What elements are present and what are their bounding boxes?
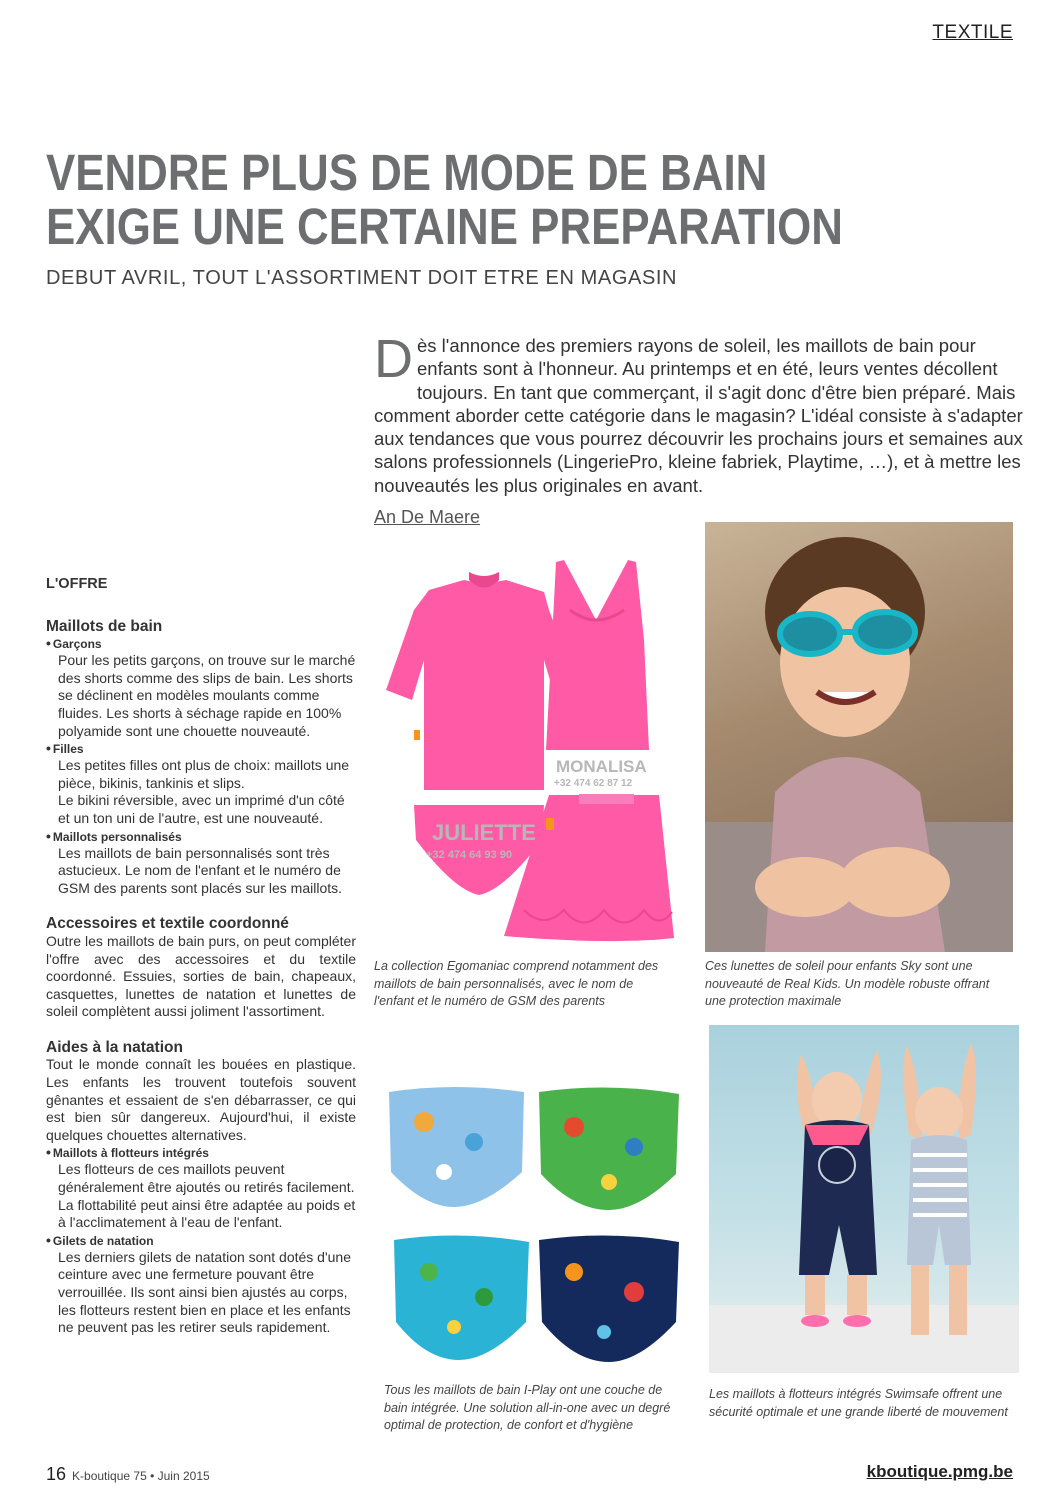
print-name-2: JULIETTE [432,820,536,845]
title-line-1: VENDRE PLUS DE MODE DE BAIN [46,144,768,201]
egomaniac-photo [374,550,690,950]
article-title [46,144,843,255]
website-link[interactable]: kboutique.pmg.be [866,1462,1013,1481]
vests-label: • Gilets de natation [46,1232,356,1249]
offer-heading: L'OFFRE [46,576,108,592]
article-subtitle: DEBUT AVRIL, TOUT L'ASSORTIMENT DOIT ETRE EN MAGASIN [46,267,678,289]
print-phone-2: +32 474 64 93 90 [426,849,512,861]
boys-text: Pour les petits garçons, on trouve sur le marché des shorts comme des slips de bain. Les shorts se déclinent en modèles moulants comme fluides. Les shorts à séchage rapide en 100% polyamide sont une chouette nouveauté. [58,652,356,739]
swimwear-heading: Maillots de bain [46,617,163,635]
iplay-photo [384,1082,684,1377]
iplay-caption: Tous les maillots de bain I-Play ont une couche de bain intégrée. Une solution all-in-one avec un degré optimal de protection, de confort et d'hygiène [384,1383,671,1432]
floats-text: Les flotteurs de ces maillots peuvent généralement être ajoutés ou retirés facilement. La flottabilité peut ainsi être adaptée au poids et à l'acclimatement à l'eau de l'enfant. [58,1161,356,1231]
swim-aids-heading: Aides à la natation [46,1038,183,1056]
offer-column [46,576,356,1337]
custom-label: • Maillots personnalisés [46,828,356,845]
publication-info: K-boutique 75 • Juin 2015 [72,1469,210,1483]
swim-aids-text: Tout le monde connaît les bouées en plastique. Les enfants les trouvent toutefois souvent gênantes et essaient de s'en débarrasser, ce qui est bien sûr dangereux. Aujourd'hui, il existe quelques chouettes alternatives. [46,1056,356,1143]
floats-label: • Maillots à flotteurs intégrés [46,1144,356,1161]
footer-publication [46,1464,210,1485]
print-name-1: MONALISA [556,757,647,776]
sunglasses-caption: Ces lunettes de soleil pour enfants Sky sont une nouveauté de Real Kids. Un modèle robuste offrant une protection maximale [705,959,990,1008]
girls-text-1: Les petites filles ont plus de choix: maillots une pièce, bikinis, tankinis et slips. [58,757,350,791]
sunglasses-photo [705,522,1013,952]
print-phone-1: +32 474 62 87 12 [554,778,633,789]
children-swimsafe-illustration [709,1025,1019,1373]
boys-label: • Garçons [46,635,356,652]
accessories-text: Outre les maillots de bain purs, on peut compléter l'offre avec des accessoires et du textile coordonné. Essuies, sorties de bain, chapeaux, casquettes, lunettes de natation et lunettes de soleil complètent aussi joliment l'assortiment. [46,932,356,1020]
dropcap: D [374,329,413,389]
vests-text: Les derniers gilets de natation sont dotés d'une ceinture avec une fermeture pouvant être verrouillée. Ils sont ainsi bien ajustés au corps, les flotteurs restent bien en place et les enfants ne peuvent pas les retirer seuls rapidement. [58,1248,351,1336]
girls-text-2: Le bikini réversible, avec un imprimé d'un côté et un ton uni de l'autre, est une nouveauté. [58,792,345,826]
egomaniac-swimwear-illustration [374,550,690,950]
intro-text: ès l'annonce des premiers rayons de soleil, les maillots de bain pour enfants sont à l'honneur. Au printemps et en été, leurs ventes décollent toujours. En tant que commerçant, il s'agit donc d'être bien préparé. Mais comment aborder cette catégorie dans le magasin? L'idéal consiste à s'adapter aux tendances que vous pourrez découvrir les prochains jours et semaines aux salons professionnels (LingeriePro, kleine fabriek, Playtime, …), et à mettre les nouveautés les plus originales en avant. [374,335,1023,496]
swim-diapers-illustration [384,1082,684,1377]
accessories-heading: Accessoires et textile coordonné [46,915,289,933]
custom-text: Les maillots de bain personnalisés sont très astucieux. Le nom de l'enfant et le numéro de GSM des parents sont placés sur les maillots. [58,844,343,896]
section-tag: TEXTILE [932,22,1013,43]
girls-label: • Filles [46,740,356,757]
author-link[interactable]: An De Maere [374,507,481,527]
page-number: 16 [46,1464,67,1484]
child-sunglasses-illustration [705,522,1013,952]
egomaniac-caption: La collection Egomaniac comprend notamment des maillots de bain personnalisés, avec le nom de l'enfant et le numéro de GSM des parents [374,959,659,1008]
swimsafe-photo [709,1025,1019,1373]
swimsafe-caption: Les maillots à flotteurs intégrés Swimsafe offrent une sécurité optimale et une grande liberté de mouvement [709,1387,1008,1419]
intro-paragraph [374,329,1024,497]
title-line-2: EXIGE UNE CERTAINE PREPARATION [46,198,843,255]
